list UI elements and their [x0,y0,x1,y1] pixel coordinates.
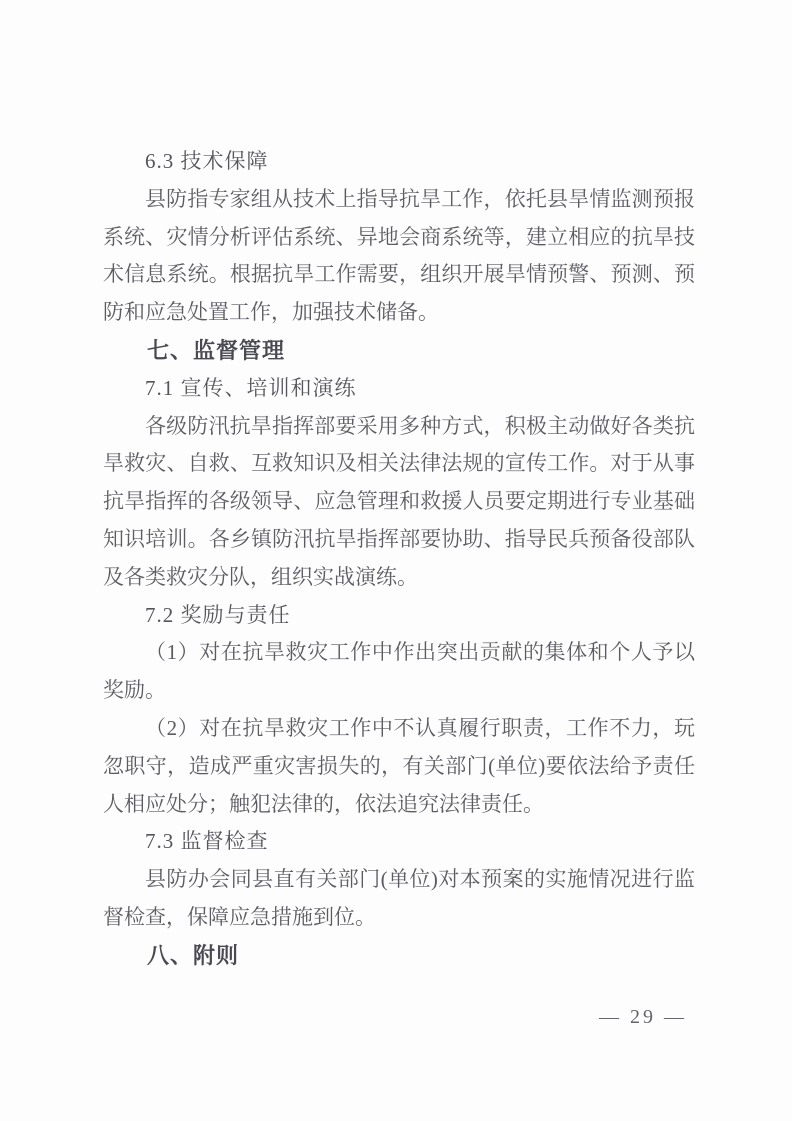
heading-7-2: 7.2 奖励与责任 [145,602,291,627]
document-content [103,143,695,975]
heading-6-3: 6.3 技术保障 [145,149,269,173]
heading-7-1: 7.1 宣传、培训和演练 [145,375,357,400]
paragraph-7-2-item-1: （1）对在抗旱救灾工作中作出突出贡献的集体和个人予以奖励。 [103,640,695,703]
heading-7-supervision: 七、监督管理 [147,337,286,363]
paragraph-7-2-item-2: （2）对在抗旱救灾工作中不认真履行职责，工作不力，玩忽职守，造成严重灾害损失的，有关部门(单位)要依法给予责任人相应处分；触犯法律的，依法追究法律责任。 [103,715,695,816]
paragraph-7-3-inspection: 县防办会同县直有关部门(单位)对本预案的实施情况进行监督检查，保障应急措施到位。 [103,867,695,929]
paragraph-technical-support: 县防指专家组从技术上指导抗旱工作，依托县旱情监测预报系统、灾情分析评估系统、异地会商系统等，建立相应的抗旱技术信息系统。根据抗旱工作需要，组织开展旱情预警、预测、预防和应急处置工作，加强技术储备。 [103,186,695,325]
heading-8-supplementary: 八、附则 [147,942,240,968]
page-number: — 29 — [599,1006,687,1028]
paragraph-7-1-training: 各级防汛抗旱指挥部要采用多种方式，积极主动做好各类抗旱救灾、自救、互救知识及相关法律法规的宣传工作。对于从事抗旱指挥的各级领导、应急管理和救援人员要定期进行专业基础知识培训。各乡镇防汛抗旱指挥部要协助、指导民兵预备役部队及各类救灾分队，组织实战演练。 [103,413,695,589]
heading-7-3: 7.3 监督检查 [145,829,269,854]
